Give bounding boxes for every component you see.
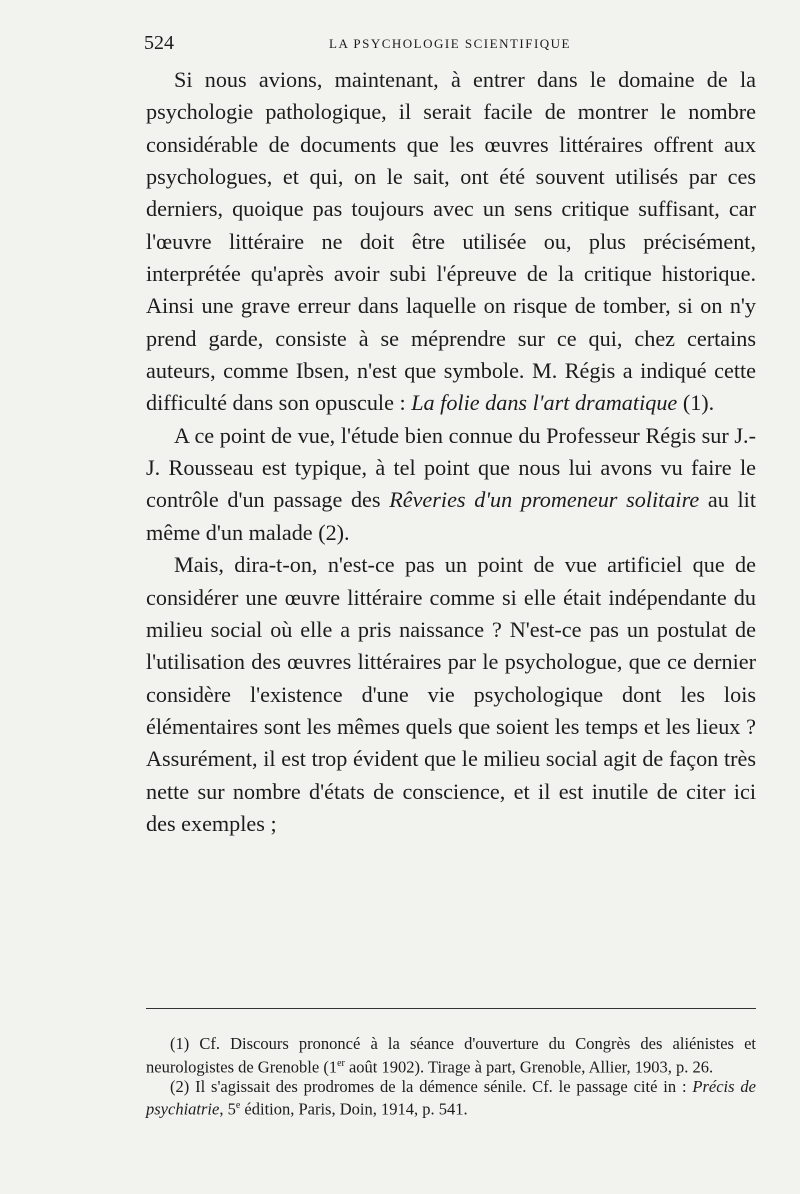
paragraph-1 — [146, 64, 756, 420]
book-title-italic: Rêveries d'un promeneur solitaire — [389, 487, 700, 513]
superscript: e — [235, 1100, 241, 1111]
paragraph-3 — [146, 549, 756, 840]
footnote-2-text: (2) Il s'agissait des prodromes de la démence sénile. Cf. le passage cité in : — [170, 1076, 693, 1096]
book-title-italic: Précis de psychiatrie — [146, 1076, 756, 1119]
footnotes — [146, 1034, 756, 1119]
paragraph-2 — [146, 420, 756, 549]
paragraph-2-text: A ce point de vue, l'étude bien connue du Professeur Régis sur J.-J. Rousseau est typique, à tel point que nous lui avons vu faire le contrôle d'un passage des — [146, 422, 756, 513]
page-header — [144, 32, 756, 58]
paragraph-2-end: au lit même d'un malade (2). — [146, 487, 756, 545]
main-text — [146, 64, 756, 840]
footnote-1 — [146, 1034, 756, 1077]
footnote-divider — [146, 1008, 756, 1009]
footnote-ref-1: (1). — [677, 390, 715, 416]
page-number: 524 — [144, 32, 174, 54]
footnote-2-mid: , 5 — [219, 1099, 236, 1119]
superscript: er — [337, 1057, 345, 1069]
paragraph-3-text: Mais, dira-t-on, n'est-ce pas un point de vue artificiel que de considérer une œuvre littéraire comme si elle était indépendante du milieu social où elle a pris naissance ? N'est-ce pas un postulat de l'utilisation des œuvres littéraires par le psychologue, que ce dernier considère l'existence d'une vie psychologique dont les lois élémentaires sont les mêmes quels que soient les temps et les lieux ? Assurément, il est trop évident que le milieu social agit de façon très nette sur nombre d'états de conscience, et il est inutile de citer ici des exemples ; — [146, 552, 756, 836]
paragraph-1-text: Si nous avions, maintenant, à entrer dans le domaine de la psychologie pathologique, il serait facile de montrer le nombre considérable de documents que les œuvres littéraires offrent aux psychologues, et qui, on le sait, ont été souvent utilisés par ces derniers, quoique pas toujours avec un sens critique suffisant, car l'œuvre littéraire ne doit être utilisée ou, plus précisément, interprétée qu'après avoir subi l'épreuve de la critique historique. Ainsi une grave erreur dans laquelle on risque de tomber, si on n'y prend garde, consiste à se méprendre sur ce qui, chez certains auteurs, comme Ibsen, n'est que symbole. M. Régis a indiqué cette difficulté dans son opuscule : — [146, 67, 756, 416]
footnote-2 — [146, 1077, 756, 1120]
book-title-italic: La folie dans l'art dramatique — [411, 390, 678, 416]
footnote-2-end: édition, Paris, Doin, 1914, p. 541. — [240, 1099, 468, 1119]
footnote-1-text: (1) Cf. Discours prononcé à la séance d'ouverture du Congrès des aliénistes et neurologistes de Grenoble (1 — [146, 1034, 756, 1076]
footnote-1-end: août 1902). Tirage à part, Grenoble, Allier, 1903, p. 26. — [344, 1057, 714, 1076]
running-title: LA PSYCHOLOGIE SCIENTIFIQUE — [329, 36, 571, 51]
